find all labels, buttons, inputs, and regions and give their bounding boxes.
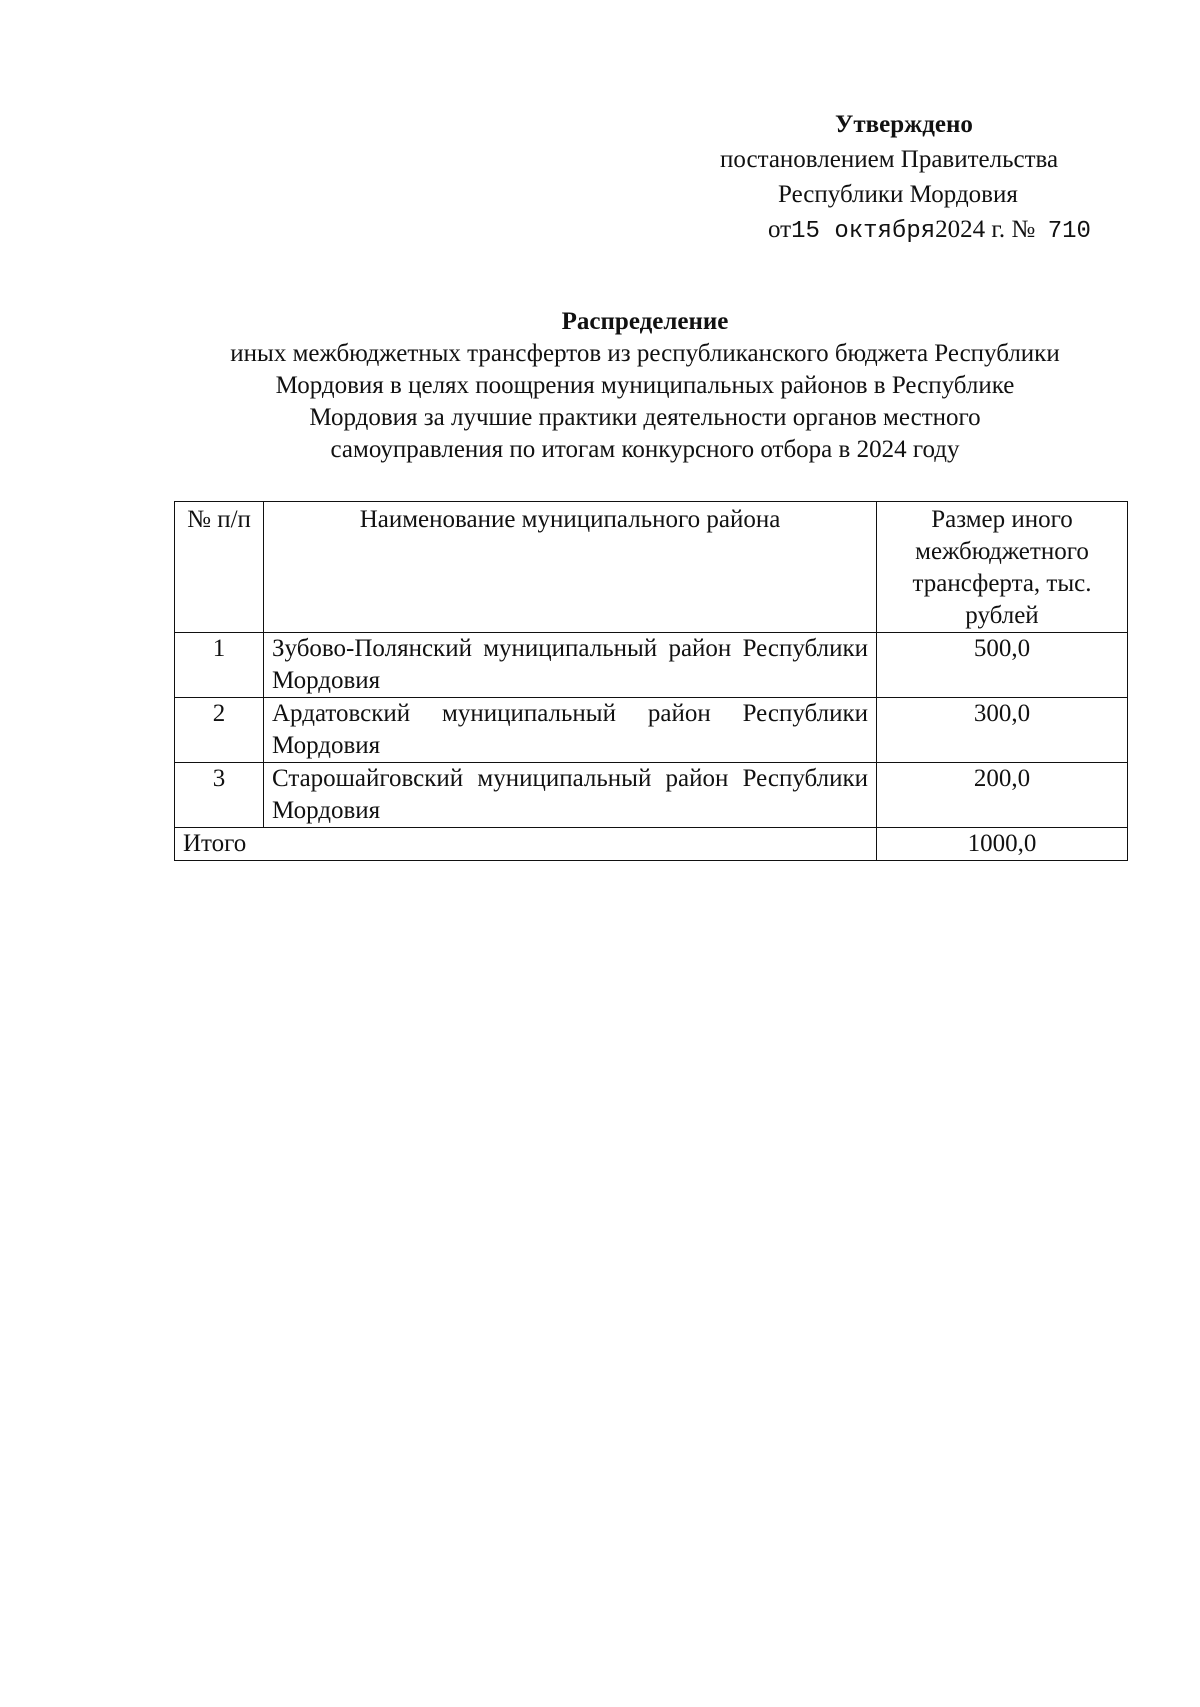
document-subtitle: иных межбюджетных трансфертов из республиканского бюджета Республики Мордовия в целях поощрения муниципальных районов в Республике Мордовия за лучшие практики деятельности органов местного самоуправления по итогам конкурсного отбора в 2024 году [230,340,1060,463]
header-transfer-amount: Размер иного межбюджетного трансферта, тыс. рублей [877,502,1128,633]
header-district-name: Наименование муниципального района [264,502,877,633]
header-number: № п/п [175,502,264,633]
approval-date: 15 октября [791,218,936,245]
row-district-name: Старошайговский муниципальный район Республики Мордовия [264,763,877,828]
table-row [175,633,1128,698]
approval-line-resolution: постановлением Правительства [720,146,1059,173]
table-row [175,698,1128,763]
total-label: Итого [175,828,877,861]
approval-date-line [768,213,1091,248]
total-amount: 1000,0 [877,828,1128,861]
row-district-name: Ардатовский муниципальный район Республики Мордовия [264,698,877,763]
row-amount: 500,0 [877,633,1128,698]
row-amount: 200,0 [877,763,1128,828]
total-row [175,828,1128,861]
row-district-name: Зубово-Полянский муниципальный район Республики Мордовия [264,633,877,698]
distribution-table [174,501,1128,861]
document-heading [150,306,1140,466]
table-row [175,763,1128,828]
approval-number: 710 [1047,218,1091,245]
row-number: 2 [175,698,264,763]
table-header-row [175,502,1128,633]
approval-line-republic: Республики Мордовия [778,181,1018,208]
approval-year-number-label: 2024 г. № [935,216,1036,243]
row-amount: 300,0 [877,698,1128,763]
approval-title: Утверждено [835,111,973,138]
document-title: Распределение [561,308,729,335]
row-number: 1 [175,633,264,698]
row-number: 3 [175,763,264,828]
approval-from-label: от [768,216,792,243]
